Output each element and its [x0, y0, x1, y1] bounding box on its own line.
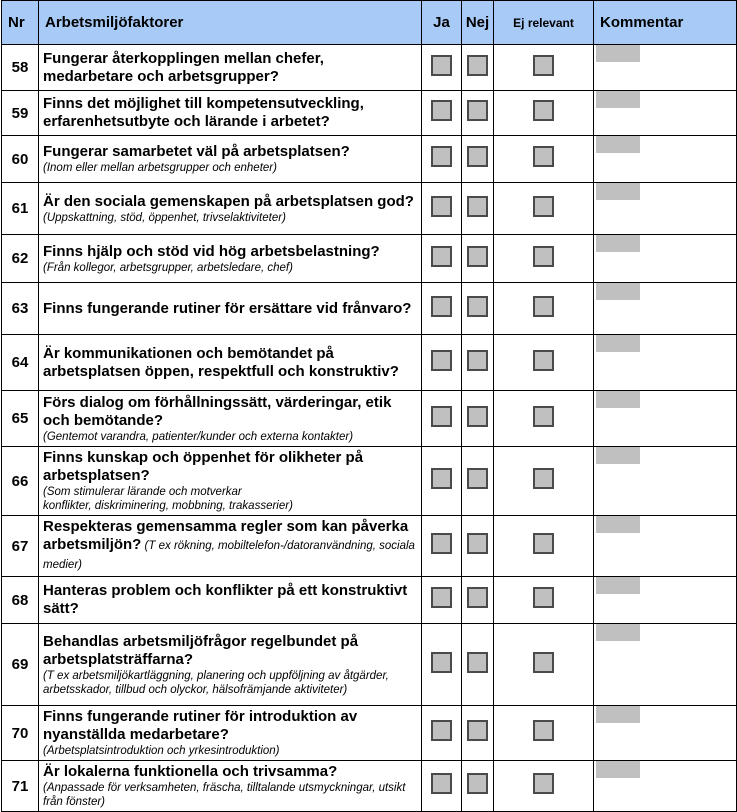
table-row — [2, 391, 737, 447]
question-subtext: (Arbetsplatsintroduktion och yrkesintroduktion) — [43, 745, 280, 757]
question-main-text: Respekteras gemensamma regler som kan påverka arbetsmiljön? — [43, 518, 409, 553]
kommentar-cell — [594, 91, 737, 136]
nej-checkbox[interactable] — [467, 406, 488, 427]
table-row — [2, 761, 737, 812]
ja-checkbox[interactable] — [431, 587, 452, 608]
question-text — [43, 763, 417, 781]
question-main-text: Är kommunikationen och bemötandet på arbetsplatsen öppen, respektfull och konstruktiv? — [43, 344, 399, 380]
ej-relevant-cell — [494, 183, 594, 235]
ej-relevant-cell — [494, 761, 594, 812]
ej-relevant-checkbox[interactable] — [533, 296, 554, 317]
nej-cell — [462, 136, 494, 183]
question-cell — [39, 283, 422, 335]
ja-checkbox[interactable] — [431, 652, 452, 673]
nej-checkbox[interactable] — [467, 350, 488, 371]
ja-cell — [422, 706, 462, 761]
table-row — [2, 45, 737, 91]
nej-cell — [462, 45, 494, 91]
question-cell — [39, 91, 422, 136]
kommentar-field[interactable] — [596, 391, 640, 408]
question-main-text: Förs dialog om förhållningssätt, värderingar, etik och bemötande? — [43, 393, 392, 429]
row-number: 63 — [2, 283, 39, 335]
row-number: 59 — [2, 91, 39, 136]
table-row — [2, 447, 737, 516]
question-cell — [39, 706, 422, 761]
ej-relevant-checkbox[interactable] — [533, 652, 554, 673]
table-row — [2, 136, 737, 183]
ej-relevant-checkbox[interactable] — [533, 146, 554, 167]
ej-relevant-checkbox[interactable] — [533, 100, 554, 121]
question-main-text: Är den sociala gemenskapen på arbetsplatsen god? — [43, 192, 414, 210]
question-text — [43, 143, 417, 161]
header-nej: Nej — [462, 1, 494, 45]
ja-cell — [422, 136, 462, 183]
nej-checkbox[interactable] — [467, 100, 488, 121]
ej-relevant-cell — [494, 91, 594, 136]
question-text — [43, 708, 417, 744]
ej-relevant-cell — [494, 335, 594, 391]
ej-relevant-checkbox[interactable] — [533, 246, 554, 267]
nej-cell — [462, 447, 494, 516]
question-main-text: Finns fungerande rutiner för ersättare vid frånvaro? — [43, 299, 412, 317]
row-number: 68 — [2, 577, 39, 624]
ja-checkbox[interactable] — [431, 720, 452, 741]
table-row — [2, 577, 737, 624]
ja-cell — [422, 577, 462, 624]
nej-checkbox[interactable] — [467, 773, 488, 794]
row-number: 65 — [2, 391, 39, 447]
question-cell — [39, 577, 422, 624]
ja-cell — [422, 235, 462, 283]
ja-checkbox[interactable] — [431, 406, 452, 427]
ja-cell — [422, 183, 462, 235]
question-subtext: (Gentemot varandra, patienter/kunder och externa kontakter) — [43, 430, 354, 443]
question-subtext: (T ex arbetsmiljökartläggning, planering och uppföljning av åtgärder, arbetsskador, tillbud och olyckor, hälsofrämjande aktiviteter) — [43, 669, 389, 696]
nej-cell — [462, 283, 494, 335]
table-row — [2, 624, 737, 706]
question-text — [43, 518, 417, 574]
ej-relevant-cell — [494, 447, 594, 516]
ja-cell — [422, 516, 462, 577]
ja-cell — [422, 391, 462, 447]
kommentar-cell — [594, 577, 737, 624]
table-row — [2, 335, 737, 391]
nej-checkbox[interactable] — [467, 246, 488, 267]
kommentar-field[interactable] — [596, 91, 640, 108]
question-text — [43, 193, 417, 211]
question-main-text: Är lokalerna funktionella och trivsamma? — [43, 763, 338, 780]
ej-relevant-checkbox[interactable] — [533, 773, 554, 794]
question-main-text: Hanteras problem och konflikter på ett konstruktivt sätt? — [43, 582, 408, 617]
question-text — [43, 633, 417, 669]
kommentar-cell — [594, 335, 737, 391]
table-row — [2, 91, 737, 136]
kommentar-field[interactable] — [596, 136, 640, 153]
nej-cell — [462, 761, 494, 812]
question-main-text: Behandlas arbetsmiljöfrågor regelbundet på arbetsplatsträffarna? — [43, 632, 359, 668]
ja-checkbox[interactable] — [431, 55, 452, 76]
ja-cell — [422, 761, 462, 812]
ej-relevant-cell — [494, 516, 594, 577]
kommentar-cell — [594, 136, 737, 183]
ja-cell — [422, 45, 462, 91]
ja-cell — [422, 624, 462, 706]
question-text — [43, 394, 417, 430]
question-main-text: Finns kunskap och öppenhet för olikheter på arbetsplatsen? — [43, 449, 364, 484]
ja-checkbox[interactable] — [431, 468, 452, 489]
table-row — [2, 235, 737, 283]
header-ja: Ja — [422, 1, 462, 45]
question-subtext: (Som stimulerar lärande och motverkar konflikter, diskriminering, mobbning, trakasserier) — [43, 486, 293, 512]
ej-relevant-checkbox[interactable] — [533, 55, 554, 76]
table-row — [2, 706, 737, 761]
nej-cell — [462, 706, 494, 761]
question-cell — [39, 136, 422, 183]
question-cell — [39, 335, 422, 391]
kommentar-field[interactable] — [596, 706, 640, 723]
kommentar-field[interactable] — [596, 447, 640, 464]
nej-cell — [462, 235, 494, 283]
question-cell — [39, 183, 422, 235]
ej-relevant-cell — [494, 45, 594, 91]
kommentar-field[interactable] — [596, 235, 640, 252]
ej-relevant-cell — [494, 391, 594, 447]
nej-cell — [462, 183, 494, 235]
question-cell — [39, 45, 422, 91]
ej-relevant-cell — [494, 136, 594, 183]
ja-checkbox[interactable] — [431, 773, 452, 794]
kommentar-field[interactable] — [596, 183, 640, 200]
kommentar-cell — [594, 706, 737, 761]
ej-relevant-checkbox[interactable] — [533, 406, 554, 427]
question-subtext: (Från kollegor, arbetsgrupper, arbetsledare, chef) — [43, 261, 293, 274]
question-text — [43, 300, 417, 318]
nej-checkbox[interactable] — [467, 468, 488, 489]
kommentar-cell — [594, 516, 737, 577]
row-number: 69 — [2, 624, 39, 706]
kommentar-field[interactable] — [596, 577, 640, 594]
question-text — [43, 449, 417, 485]
question-text — [43, 243, 417, 261]
table-row — [2, 516, 737, 577]
ej-relevant-checkbox[interactable] — [533, 350, 554, 371]
ja-checkbox[interactable] — [431, 296, 452, 317]
kommentar-field[interactable] — [596, 45, 640, 62]
nej-cell — [462, 335, 494, 391]
row-number: 70 — [2, 706, 39, 761]
ej-relevant-checkbox[interactable] — [533, 468, 554, 489]
question-main-text: Finns det möjlighet till kompetensutveckling, erfarenhetsutbyte och lärande i arbetet? — [43, 95, 364, 130]
nej-cell — [462, 91, 494, 136]
question-main-text: Finns hjälp och stöd vid hög arbetsbelastning? — [43, 242, 380, 260]
nej-cell — [462, 391, 494, 447]
nej-checkbox[interactable] — [467, 146, 488, 167]
nej-checkbox[interactable] — [467, 587, 488, 608]
question-text — [43, 50, 417, 86]
kommentar-cell — [594, 447, 737, 516]
kommentar-cell — [594, 183, 737, 235]
ja-cell — [422, 447, 462, 516]
ja-cell — [422, 91, 462, 136]
row-number: 71 — [2, 761, 39, 812]
row-number: 64 — [2, 335, 39, 391]
nej-checkbox[interactable] — [467, 296, 488, 317]
kommentar-field[interactable] — [596, 283, 640, 300]
ja-checkbox[interactable] — [431, 100, 452, 121]
question-inline-note: (T ex rökning, mobiltelefon-/datoranvändning, sociala medier) — [43, 540, 415, 571]
nej-checkbox[interactable] — [467, 652, 488, 673]
question-cell — [39, 235, 422, 283]
ja-checkbox[interactable] — [431, 350, 452, 371]
ej-relevant-cell — [494, 577, 594, 624]
ja-checkbox[interactable] — [431, 146, 452, 167]
header-nr: Nr — [2, 1, 39, 45]
ja-cell — [422, 335, 462, 391]
question-cell — [39, 761, 422, 812]
question-main-text: Fungerar återkopplingen mellan chefer, medarbetare och arbetsgrupper? — [43, 49, 324, 85]
kommentar-cell — [594, 45, 737, 91]
kommentar-field[interactable] — [596, 624, 640, 641]
nej-cell — [462, 624, 494, 706]
row-number: 61 — [2, 183, 39, 235]
ej-relevant-checkbox[interactable] — [533, 196, 554, 217]
ja-checkbox[interactable] — [431, 196, 452, 217]
ja-cell — [422, 283, 462, 335]
kommentar-cell — [594, 283, 737, 335]
ej-relevant-checkbox[interactable] — [533, 533, 554, 554]
question-text — [43, 95, 417, 131]
question-text — [43, 582, 417, 618]
ej-relevant-cell — [494, 235, 594, 283]
ja-checkbox[interactable] — [431, 246, 452, 267]
row-number: 58 — [2, 45, 39, 91]
header-row — [2, 1, 737, 45]
ej-relevant-checkbox[interactable] — [533, 720, 554, 741]
row-number: 66 — [2, 447, 39, 516]
table-row — [2, 283, 737, 335]
kommentar-field[interactable] — [596, 516, 640, 533]
question-main-text: Finns fungerande rutiner för introduktion av nyanställda medarbetare? — [43, 708, 358, 743]
kommentar-cell — [594, 624, 737, 706]
ej-relevant-cell — [494, 624, 594, 706]
ej-relevant-cell — [494, 283, 594, 335]
row-number: 62 — [2, 235, 39, 283]
header-factor: Arbetsmiljöfaktorer — [39, 1, 422, 45]
question-cell — [39, 624, 422, 706]
ja-checkbox[interactable] — [431, 533, 452, 554]
header-ej-relevant: Ej relevant — [494, 1, 594, 45]
question-cell — [39, 516, 422, 577]
table-row — [2, 183, 737, 235]
nej-checkbox[interactable] — [467, 720, 488, 741]
question-subtext: (Inom eller mellan arbetsgrupper och enheter) — [43, 162, 277, 174]
kommentar-field[interactable] — [596, 335, 640, 352]
row-number: 67 — [2, 516, 39, 577]
nej-checkbox[interactable] — [467, 196, 488, 217]
header-kommentar: Kommentar — [594, 1, 737, 45]
ej-relevant-checkbox[interactable] — [533, 587, 554, 608]
nej-cell — [462, 516, 494, 577]
kommentar-cell — [594, 391, 737, 447]
question-text — [43, 345, 417, 381]
question-cell — [39, 447, 422, 516]
nej-cell — [462, 577, 494, 624]
nej-checkbox[interactable] — [467, 55, 488, 76]
question-subtext: (Anpassade för verksamheten, fräscha, tilltalande utsmyckningar, utsikt från fönster) — [43, 782, 406, 808]
work-environment-checklist — [1, 0, 737, 812]
nej-checkbox[interactable] — [467, 533, 488, 554]
ej-relevant-cell — [494, 706, 594, 761]
question-main-text: Fungerar samarbetet väl på arbetsplatsen? — [43, 143, 350, 160]
question-cell — [39, 391, 422, 447]
kommentar-field[interactable] — [596, 761, 640, 778]
kommentar-cell — [594, 761, 737, 812]
row-number: 60 — [2, 136, 39, 183]
question-subtext: (Uppskattning, stöd, öppenhet, trivselaktiviteter) — [43, 211, 286, 224]
kommentar-cell — [594, 235, 737, 283]
